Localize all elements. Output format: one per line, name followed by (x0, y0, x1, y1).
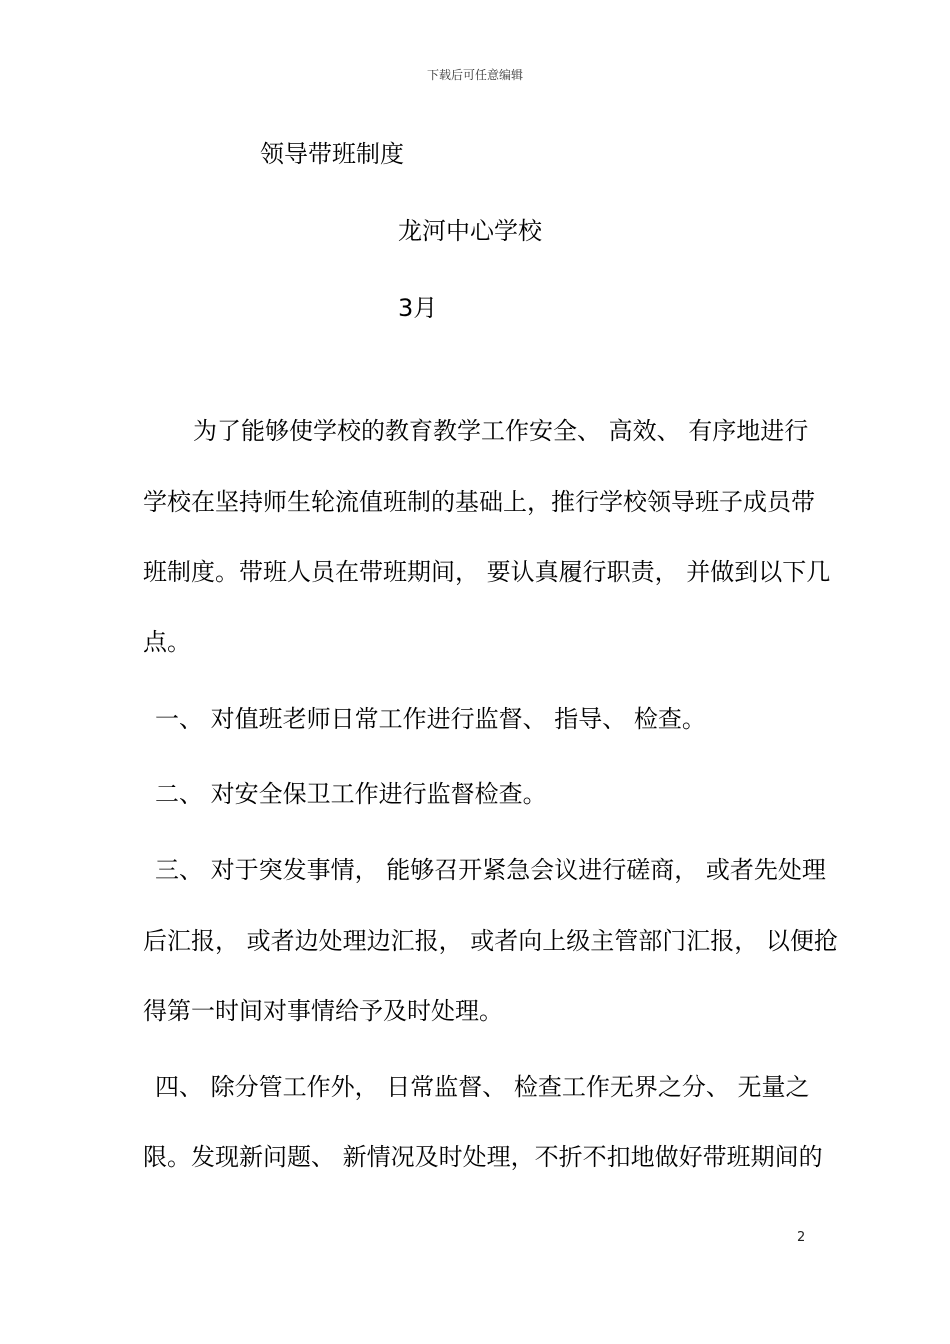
body-line-4: 点。 (143, 628, 191, 656)
list-item-1: 一、 对值班老师日常工作进行监督、 指导、 检查。 (155, 705, 706, 733)
list-item-3-line-1: 三、 对于突发事情， 能够召开紧急会议进行磋商， 或者先处理 (155, 856, 826, 884)
body-line-1: 为了能够使学校的教育教学工作安全、 高效、 有序地进行 (193, 417, 809, 445)
list-item-4-line-1: 四、 除分管工作外， 日常监督、 检查工作无界之分、 无量之 (155, 1073, 810, 1101)
list-item-3-line-2: 后汇报， 或者边处理边汇报， 或者向上级主管部门汇报， 以便抢 (143, 927, 838, 955)
header-note: 下载后可任意编辑 (426, 68, 523, 82)
list-item-2: 二、 对安全保卫工作进行监督检查。 (155, 780, 547, 808)
page-number: 2 (797, 1230, 806, 1245)
body-line-2: 学校在坚持师生轮流值班制的基础上，推行学校领导班子成员带 (143, 488, 815, 516)
document-title: 领导带班制度 (260, 140, 404, 168)
list-item-3-line-3: 得第一时间对事情给予及时处理。 (143, 997, 503, 1025)
school-name: 龙河中心学校 (398, 217, 542, 245)
body-line-3: 班制度。带班人员在带班期间， 要认真履行职责， 并做到以下几 (143, 558, 831, 586)
list-item-4-line-2: 限。发现新问题、 新情况及时处理，不折不扣地做好带班期间的 (143, 1143, 823, 1171)
document-date: 3月 (398, 294, 438, 322)
